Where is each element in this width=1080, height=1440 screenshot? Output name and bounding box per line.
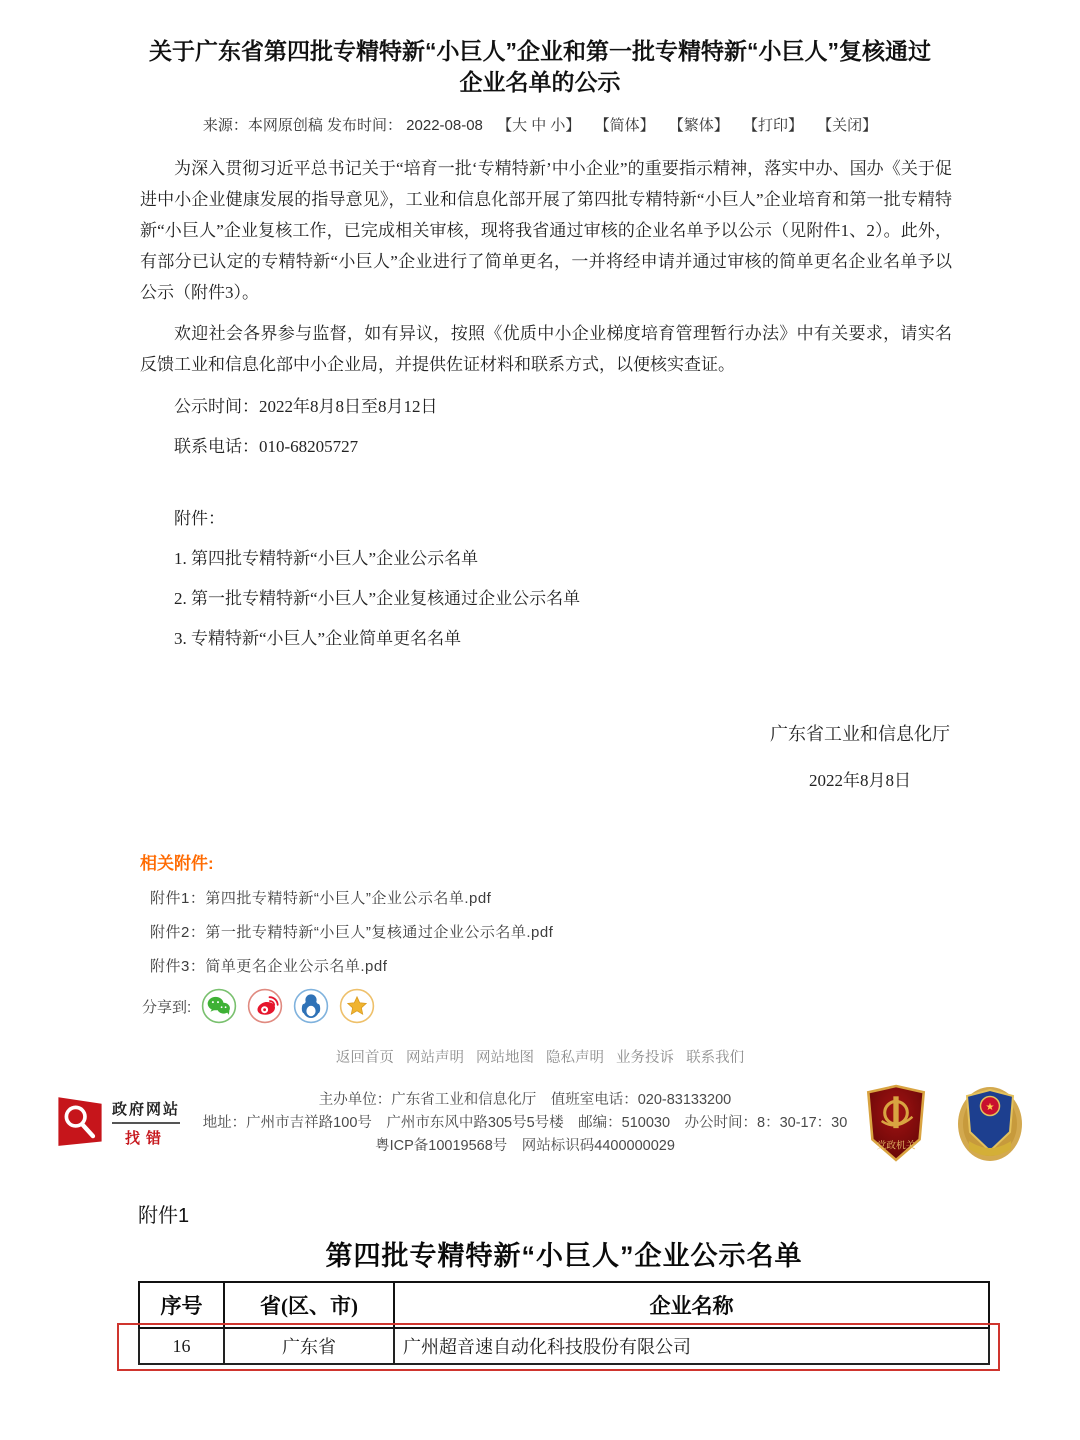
related-attachments-heading: 相关附件: (140, 854, 214, 873)
nav-home-link[interactable]: 返回首页 (335, 1050, 394, 1066)
cell-company-name: 广州超音速自动化科技股份有限公司 (394, 1328, 989, 1364)
attachment-pdf-link-2[interactable]: 附件2：第一批专精特新“小巨人”复核通过企业公示名单.pdf (150, 924, 554, 941)
table-row (139, 1328, 989, 1364)
annex-table-wrap (138, 1281, 990, 1365)
signature-block (770, 720, 950, 791)
header-province: 省(区、市) (224, 1282, 394, 1328)
nav-statement-link[interactable]: 网站声明 (405, 1050, 464, 1066)
footer-icp-line: 粤ICP备10019568号 网站标识码4400000029 (375, 1137, 675, 1154)
body-paragraph: 欢迎社会各界参与监督，如有异议，按照《优质中小企业梯度培育管理暂行办法》中有关要求，请实名反馈工业和信息化部中小企业局，并提供佐证材料和联系方式，以便核实查证。 (140, 324, 952, 374)
qzone-star-icon[interactable] (339, 988, 375, 1024)
contact-phone-line: 联系电话：010-68205727 (174, 437, 359, 456)
table-header-row (139, 1282, 989, 1328)
nav-contact-link[interactable]: 联系我们 (686, 1050, 745, 1066)
attachment-pdf-link-3[interactable]: 附件3：简单更名企业公示名单.pdf (150, 958, 388, 975)
share-bar (140, 988, 1080, 1024)
attachments-label: 附件： (174, 509, 225, 528)
party-gov-organ-badge[interactable] (863, 1084, 929, 1162)
annex-table-title: 第四批专精特新“小巨人”企业公示名单 (325, 1241, 803, 1271)
party-gov-badge-label: 党政机关 (876, 1140, 916, 1152)
footer-address-line: 地址：广州市吉祥路100号 广州市东风中路305号5号楼 邮编：510030 办公时间：8：30-17：30 (202, 1114, 848, 1131)
nav-complaint-link[interactable]: 业务投诉 (616, 1050, 675, 1066)
document-body (140, 153, 952, 791)
attachment-list-item: 2. 第一批专精特新“小巨人”企业复核通过企业公示名单 (174, 589, 581, 608)
magnifier-flag-icon (55, 1094, 105, 1153)
qq-icon[interactable] (293, 988, 329, 1024)
nav-privacy-link[interactable]: 隐私声明 (546, 1050, 605, 1066)
wechat-icon[interactable] (201, 988, 237, 1024)
header-serial-number: 序号 (139, 1282, 224, 1328)
public-time-line: 公示时间：2022年8月8日至8月12日 (174, 397, 438, 416)
cell-province: 广东省 (224, 1328, 394, 1364)
related-attachments-section (140, 849, 1080, 1024)
page-title: 关于广东省第四批专精特新“小巨人”企业和第一批专精特新“小巨人”复核通过企业名单的公示 (149, 38, 931, 95)
footer-nav (0, 1046, 1080, 1067)
footer-host-line: 主办单位：广东省工业和信息化厅 值班室电话：020-83133200 (318, 1091, 732, 1108)
footer-info (195, 1089, 855, 1158)
svg-text:★: ★ (985, 1102, 995, 1113)
weibo-icon[interactable] (247, 988, 283, 1024)
footer-badges (855, 1083, 1025, 1163)
simplified-chinese-button[interactable]: 【简体】 (594, 117, 655, 134)
find-error-line2: 找错 (125, 1130, 168, 1147)
annex-table (138, 1281, 990, 1365)
find-error-line1: 政府网站 (112, 1098, 180, 1124)
issue-date: 2022年8月8日 (809, 771, 911, 790)
attachment-pdf-link-1[interactable]: 附件1：第四批专精特新“小巨人”企业公示名单.pdf (150, 890, 492, 907)
header-company-name: 企业名称 (394, 1282, 989, 1328)
font-size-control[interactable]: 【大 中 小】 (497, 117, 581, 134)
attachment-list-item: 1. 第四批专精特新“小巨人”企业公示名单 (174, 549, 479, 568)
meta-bar (0, 114, 1080, 135)
annex-label: 附件1 (138, 1205, 190, 1227)
traditional-chinese-button[interactable]: 【繁体】 (668, 117, 729, 134)
share-label: 分享到: (142, 998, 192, 1016)
close-button[interactable]: 【关闭】 (817, 117, 878, 134)
print-button[interactable]: 【打印】 (742, 117, 803, 134)
annex-section (138, 1199, 990, 1365)
gov-site-error-report-badge[interactable] (55, 1094, 195, 1153)
source-and-date: 来源：本网原创稿 发布时间： 2022-08-08 (202, 117, 483, 134)
police-emblem-icon[interactable] (955, 1083, 1025, 1163)
nav-sitemap-link[interactable]: 网站地图 (475, 1050, 534, 1066)
site-footer (0, 1046, 1080, 1163)
find-error-text (112, 1098, 180, 1148)
attachment-list-item: 3. 专精特新“小巨人”企业简单更名名单 (174, 629, 462, 648)
issuing-authority: 广东省工业和信息化厅 (770, 724, 950, 744)
cell-serial-number: 16 (139, 1328, 224, 1364)
body-paragraph: 为深入贯彻习近平总书记关于“培育一批‘专精特新’中小企业”的重要指示精神，落实中办、国办《关于促进中小企业健康发展的指导意见》，工业和信息化部开展了第四批专精特新“小巨人”企业培育和第一批专精特新“小巨人”企业复核工作，已完成相关审核，现将我省通过审核的企业名单予以公示（见附件1、2）。此外，有部分已认定的专精特新“小巨人”企业进行了简单更名，一并将经申请并通过审核的简单更名企业名单予以公示（附件3）。 (140, 159, 952, 302)
